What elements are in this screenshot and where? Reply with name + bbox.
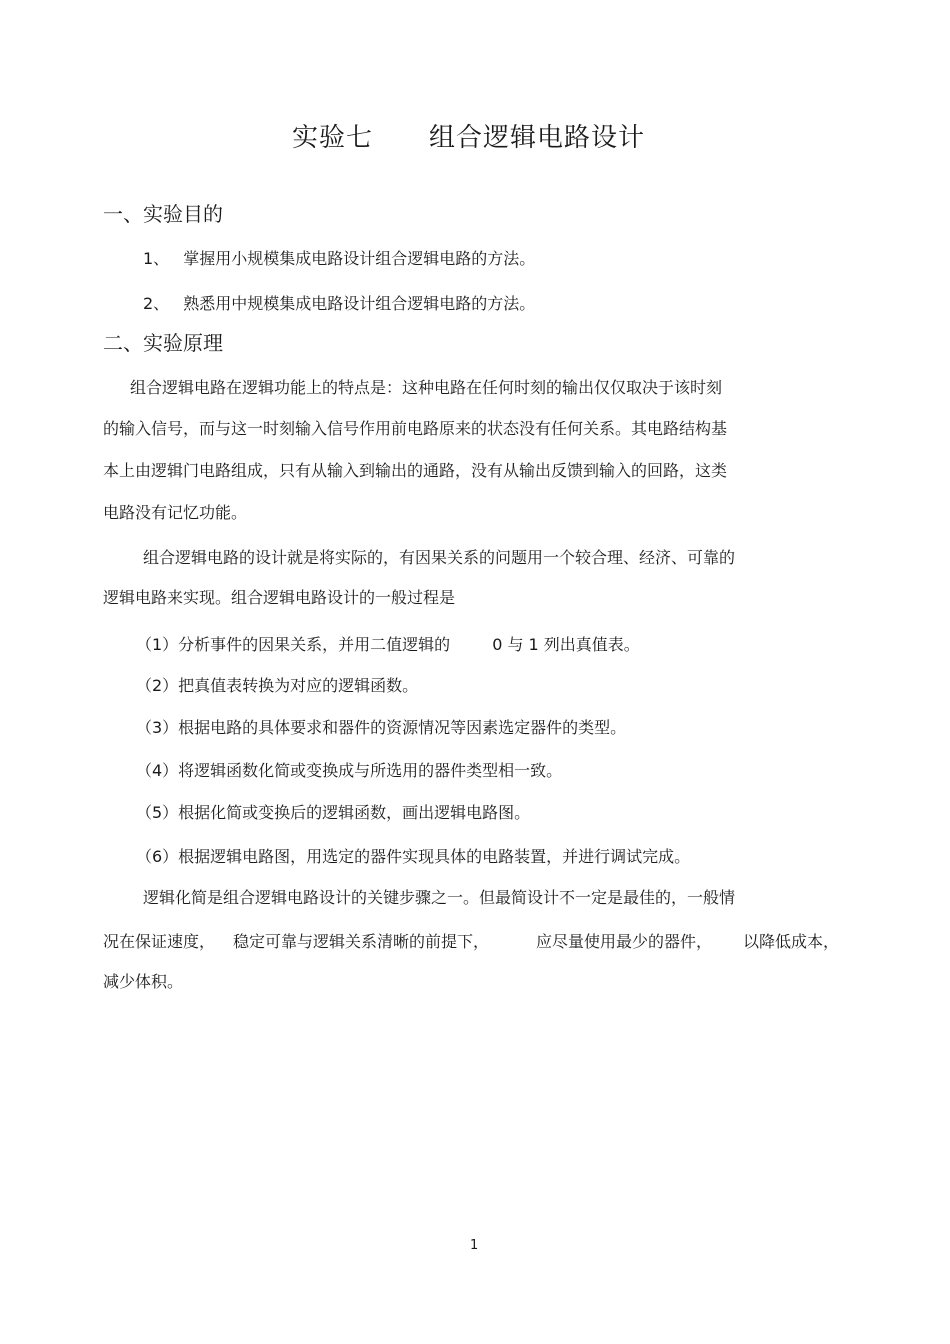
step-6: （6）根据逻辑电路图，用选定的器件实现具体的电路装置，并进行调试完成。	[136, 847, 691, 866]
step-4: （4）将逻辑函数化简或变换成与所选用的器件类型相一致。	[136, 761, 563, 780]
paragraph-line: 减少体积。	[103, 972, 184, 991]
paragraph-line: 逻辑化简是组合逻辑电路设计的关键步骤之一。但最简设计不一定是最佳的，一般情	[143, 888, 736, 907]
list-item-text: 熟悉用中规模集成电路设计组合逻辑电路的方法。	[183, 294, 536, 313]
paragraph-line: 电路没有记忆功能。	[103, 503, 248, 522]
title-part1: 实验七	[292, 123, 374, 153]
paragraph-line: 的输入信号，而与这一时刻输入信号作用前电路原来的状态没有任何关系。其电路结构基	[103, 419, 728, 438]
paragraph-line: 逻辑电路来实现。组合逻辑电路设计的一般过程是	[103, 588, 456, 607]
title-part2: 组合逻辑电路设计	[429, 123, 646, 153]
paragraph-line-part: 应尽量使用最少的器件，	[536, 932, 713, 951]
step-5: （5）根据化简或变换后的逻辑函数，画出逻辑电路图。	[136, 803, 531, 822]
step-1-text: （1）分析事件的因果关系，并用二值逻辑的	[136, 635, 451, 654]
page-number: 1	[470, 1238, 479, 1253]
list-item-number: 1、	[143, 249, 170, 268]
section-heading-purpose: 一、实验目的	[103, 202, 223, 226]
list-item-number: 2、	[143, 294, 170, 313]
list-item	[143, 291, 535, 314]
step-2: （2）把真值表转换为对应的逻辑函数。	[136, 676, 419, 695]
page-title	[292, 117, 645, 154]
step-1	[136, 632, 640, 655]
step-1-values: 0 与 1 列出真值表。	[492, 635, 640, 654]
paragraph-line: 本上由逻辑门电路组成，只有从输入到输出的通路，没有从输出反馈到输入的回路，这类	[103, 461, 728, 480]
paragraph-line-part: 稳定可靠与逻辑关系清晰的前提下，	[233, 932, 490, 951]
step-3: （3）根据电路的具体要求和器件的资源情况等因素选定器件的类型。	[136, 718, 627, 737]
paragraph-line: 组合逻辑电路的设计就是将实际的，有因果关系的问题用一个较合理、经济、可靠的	[143, 548, 736, 567]
section-heading-principle: 二、实验原理	[103, 331, 223, 355]
paragraph-line-part: 以降低成本，	[743, 932, 840, 951]
list-item	[143, 246, 535, 269]
paragraph-line: 组合逻辑电路在逻辑功能上的特点是：这种电路在任何时刻的输出仅仅取决于该时刻	[130, 378, 723, 397]
paragraph-line-part: 况在保证速度，	[103, 932, 216, 951]
list-item-text: 掌握用小规模集成电路设计组合逻辑电路的方法。	[183, 249, 536, 268]
